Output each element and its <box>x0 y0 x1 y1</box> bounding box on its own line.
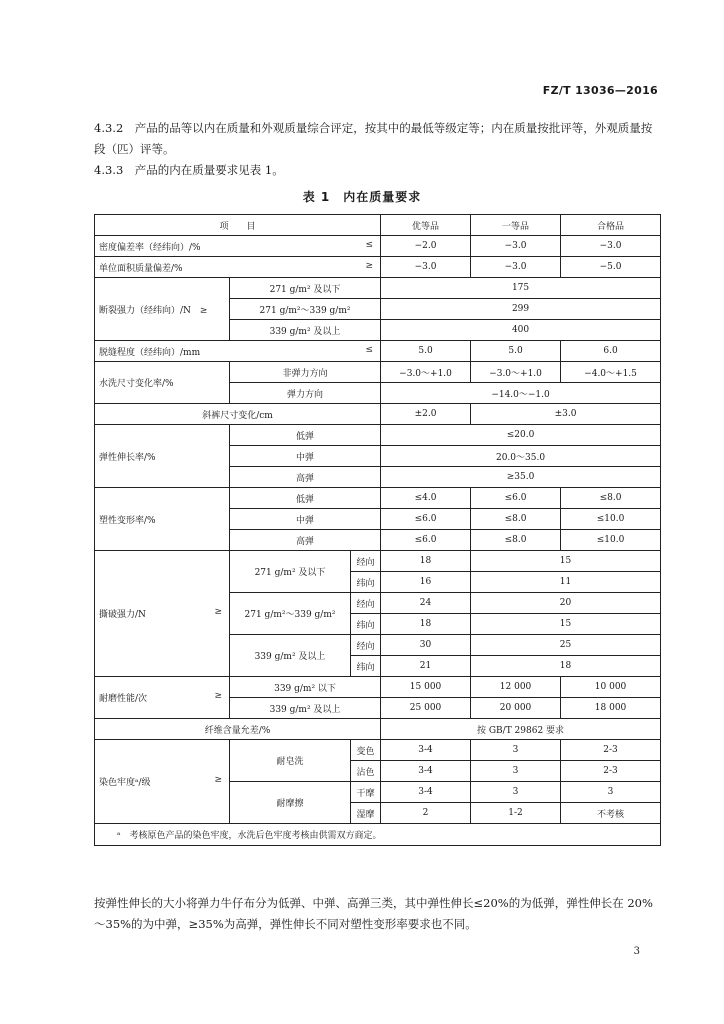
cell: 按 GB/T 29862 要求 <box>381 719 661 740</box>
table-row <box>95 488 661 509</box>
sub-label: 弹力方向 <box>230 383 381 404</box>
cell: ≤6.0 <box>381 530 471 551</box>
cell: 5.0 <box>471 341 561 362</box>
cell: 20 <box>471 593 661 614</box>
sub-label: 339 g/m² 及以上 <box>230 635 351 677</box>
sub-label: 271 g/m² 及以下 <box>230 551 351 593</box>
comparison-symbol: ≥ <box>214 607 222 617</box>
direction-label: 沾色 <box>351 761 381 782</box>
header-item: 项 目 <box>95 215 381 236</box>
direction-label: 经向 <box>351 551 381 572</box>
cell: 2 <box>381 803 471 824</box>
cell: 18 <box>381 551 471 572</box>
cell: 12 000 <box>471 677 561 698</box>
table-footnote: ᵃ 考核原色产品的染色牢度，水洗后色牢度考核由供需双方商定。 <box>95 824 661 846</box>
cell: 3 <box>561 782 661 803</box>
cell: 20 000 <box>471 698 561 719</box>
cell: 18 <box>471 656 661 677</box>
cell: −14.0～−1.0 <box>381 383 661 404</box>
cell: 2-3 <box>561 740 661 761</box>
direction-label: 纬向 <box>351 572 381 593</box>
table-title: 表 1 内在质量要求 <box>302 190 422 204</box>
row-label: 弹性伸长率/% <box>95 425 230 488</box>
direction-label: 变色 <box>351 740 381 761</box>
row-label: 斜裤尺寸变化/cm <box>95 404 381 425</box>
cell: −3.0 <box>561 236 661 257</box>
table-row <box>95 404 661 425</box>
cell: ±2.0 <box>381 404 471 425</box>
cell: 25 000 <box>381 698 471 719</box>
sub-label: 非弹力方向 <box>230 362 381 383</box>
cell: 299 <box>381 299 661 320</box>
row-label: 断裂强力（经纬向）/N ≥ <box>95 278 230 341</box>
row-label: 染色牢度ᵃ/级 <box>99 778 151 788</box>
cell: 1-2 <box>471 803 561 824</box>
cell: 15 000 <box>381 677 471 698</box>
sub-label: 低弹 <box>230 425 381 446</box>
cell: 6.0 <box>561 341 661 362</box>
page-number: 3 <box>633 946 640 957</box>
quality-table <box>94 214 661 846</box>
comparison-symbol: ≤ <box>365 344 374 355</box>
row-label: 塑性变形率/% <box>95 488 230 551</box>
cell: 18 000 <box>561 698 661 719</box>
sub-label: 339 g/m² 及以上 <box>230 320 381 341</box>
cell: ≤6.0 <box>381 509 471 530</box>
cell: 18 <box>381 614 471 635</box>
sub-label: 339 g/m² 以下 <box>230 677 381 698</box>
direction-label: 湿摩 <box>351 803 381 824</box>
closing-paragraph: 按弹性伸长的大小将弹力牛仔布分为低弹、中弹、高弹三类，其中弹性伸长≤20%的为低弹，弹性伸长在 20%～35%的为中弹，≥35%为高弹，弹性伸长不同对塑性变形率要求也不同。 <box>94 896 653 931</box>
row-label: 密度偏差率（经纬向）/% <box>99 242 201 253</box>
cell: −3.0 <box>471 236 561 257</box>
cell: ≤8.0 <box>471 509 561 530</box>
table-row <box>95 740 661 761</box>
table-row <box>95 677 661 698</box>
sub-label: 271 g/m² 及以下 <box>230 278 381 299</box>
sub-label: 耐摩擦 <box>230 782 351 824</box>
cell: 3-4 <box>381 761 471 782</box>
cell: 24 <box>381 593 471 614</box>
comparison-symbol: ≤ <box>365 239 374 250</box>
sub-label: 339 g/m² 及以上 <box>230 698 381 719</box>
sub-label: 低弹 <box>230 488 381 509</box>
cell: −3.0 <box>471 257 561 278</box>
sub-label: 高弹 <box>230 530 381 551</box>
table-row <box>95 719 661 740</box>
cell: 2-3 <box>561 761 661 782</box>
row-label: 脱缝程度（经纬向）/mm <box>99 347 201 358</box>
table-row <box>95 278 661 299</box>
table-row <box>95 236 661 257</box>
standard-number: FZ/T 13036—2016 <box>542 84 658 97</box>
cell: −3.0～+1.0 <box>471 362 561 383</box>
direction-label: 干摩 <box>351 782 381 803</box>
cell: 11 <box>471 572 661 593</box>
table-row <box>95 551 661 572</box>
cell: 3-4 <box>381 782 471 803</box>
cell: 3 <box>471 782 561 803</box>
table-row <box>95 362 661 383</box>
sub-label: 271 g/m²～339 g/m² <box>230 299 381 320</box>
clause-4-3-3: 4.3.3 产品的内在质量要求见表 1。 <box>94 163 284 177</box>
cell: ≤20.0 <box>381 425 661 446</box>
header-grade-excellent: 优等品 <box>381 215 471 236</box>
table-header-row <box>95 215 661 236</box>
cell: −4.0～+1.5 <box>561 362 661 383</box>
sub-label: 271 g/m²～339 g/m² <box>230 593 351 635</box>
table-footnote-row <box>95 824 661 846</box>
comparison-symbol: ≥ <box>214 775 222 785</box>
table-row <box>95 425 661 446</box>
cell: 400 <box>381 320 661 341</box>
cell: 30 <box>381 635 471 656</box>
cell: ≤10.0 <box>561 530 661 551</box>
row-label: 耐磨性能/次 <box>99 694 148 704</box>
cell: ≤8.0 <box>561 488 661 509</box>
cell: −2.0 <box>381 236 471 257</box>
comparison-symbol: ≥ <box>214 691 222 701</box>
cell: 175 <box>381 278 661 299</box>
cell: ≤4.0 <box>381 488 471 509</box>
cell: ±3.0 <box>471 404 661 425</box>
cell: 15 <box>471 614 661 635</box>
cell: 10 000 <box>561 677 661 698</box>
cell: 3 <box>471 740 561 761</box>
cell: −3.0～+1.0 <box>381 362 471 383</box>
row-label: 单位面积质量偏差/% <box>99 263 183 274</box>
cell: 不考核 <box>561 803 661 824</box>
cell: 3 <box>471 761 561 782</box>
row-label: 撕破强力/N <box>99 610 146 620</box>
sub-label: 耐皂洗 <box>230 740 351 782</box>
row-label: 水洗尺寸变化率/% <box>95 362 230 404</box>
cell: 15 <box>471 551 661 572</box>
cell: 20.0～35.0 <box>381 446 661 467</box>
cell: ≤10.0 <box>561 509 661 530</box>
cell: ≤6.0 <box>471 488 561 509</box>
header-grade-qualified: 合格品 <box>561 215 661 236</box>
direction-label: 纬向 <box>351 656 381 677</box>
row-label: 纤维含量允差/% <box>95 719 381 740</box>
direction-label: 经向 <box>351 593 381 614</box>
cell: 16 <box>381 572 471 593</box>
cell: 3-4 <box>381 740 471 761</box>
table-row <box>95 257 661 278</box>
cell: −5.0 <box>561 257 661 278</box>
cell: 5.0 <box>381 341 471 362</box>
sub-label: 中弹 <box>230 446 381 467</box>
direction-label: 经向 <box>351 635 381 656</box>
cell: 21 <box>381 656 471 677</box>
cell: ≤8.0 <box>471 530 561 551</box>
table-row <box>95 341 661 362</box>
sub-label: 高弹 <box>230 467 381 488</box>
cell: 25 <box>471 635 661 656</box>
cell: ≥35.0 <box>381 467 661 488</box>
sub-label: 中弹 <box>230 509 381 530</box>
direction-label: 纬向 <box>351 614 381 635</box>
clause-4-3-2: 4.3.2 产品的品等以内在质量和外观质量综合评定，按其中的最低等级定等；内在质量按批评等，外观质量按段（匹）评等。 <box>94 121 653 156</box>
header-grade-first: 一等品 <box>471 215 561 236</box>
comparison-symbol: ≥ <box>365 260 374 271</box>
cell: −3.0 <box>381 257 471 278</box>
